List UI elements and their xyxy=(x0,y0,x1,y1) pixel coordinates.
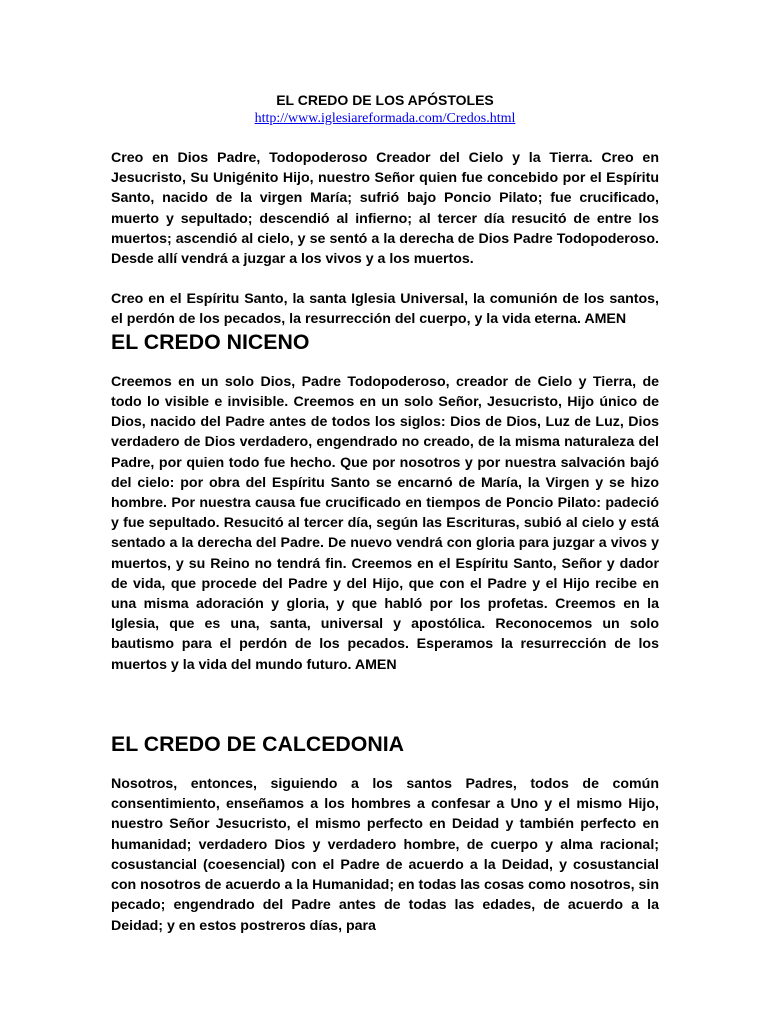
apostles-creed-paragraph-1: Creo en Dios Padre, Todopoderoso Creador del Cielo y la Tierra. Creo en Jesucristo, Su Unigénito Hijo, nuestro Señor quien fue concebido por el Espíritu Santo, nacido de la virgen María; sufrió bajo Poncio Pilato; fue crucificado, muerto y sepultado; descendió al infierno; al tercer día resucitó de entre los muertos; ascendió al cielo, y se sentó a la derecha de Dios Padre Todopoderoso. Desde allí vendrá a juzgar a los vivos y a los muertos. xyxy=(111,150,659,268)
document-page xyxy=(111,92,659,936)
source-link[interactable]: http://www.iglesiareformada.com/Credos.html xyxy=(254,111,516,126)
chalcedon-creed-paragraph: Nosotros, entonces, siguiendo a los santos Padres, todos de común consentimiento, enseñamos a los hombres a confesar a Uno y el mismo Hijo, nuestro Señor Jesucristo, el mismo perfecto en Deidad y también perfecto en humanidad; verdadero Dios y verdadero hombre, de cuerpo y alma racional; cosustancial (coesencial) con el Padre de acuerdo a la Deidad, y cosustancial con nosotros de acuerdo a la Humanidad; en todas las cosas como nosotros, sin pecado; engendrado del Padre antes de todas las edades, de acuerdo a la Deidad; y en estos postreros días, para xyxy=(111,776,659,934)
nicene-creed-paragraph: Creemos en un solo Dios, Padre Todopoderoso, creador de Cielo y Tierra, de todo lo visible e invisible. Creemos en un solo Señor, Jesucristo, Hijo único de Dios, nacido del Padre antes de todos los siglos: Dios de Dios, Luz de Luz, Dios verdadero de Dios verdadero, engendrado no creado, de la misma naturaleza del Padre, por quien todo fue hecho. Que por nosotros y por nuestra salvación bajó del cielo: por obra del Espíritu Santo se encarnó de María, la Virgen y se hizo hombre. Por nuestra causa fue crucificado en tiempos de Poncio Pilato: padeció y fue sepultado. Resucitó al tercer día, según las Escrituras, subió al cielo y está sentado a la derecha del Padre. De nuevo vendrá con gloria para juzgar a vivos y muertos, y su Reino no tendrá fin. Creemos en el Espíritu Santo, Señor y dador de vida, que procede del Padre y del Hijo, que con el Padre y el Hijo recibe en una misma adoración y gloria, y que habló por los profetas. Creemos en la Iglesia, que es una, santa, universal y apostólica. Reconocemos un solo bautismo para el perdón de los pecados. Esperamos la resurrección de los muertos y la vida del mundo futuro. AMEN xyxy=(111,373,659,673)
chalcedon-creed-heading: EL CREDO DE CALCEDONIA xyxy=(111,731,405,756)
apostles-creed-paragraph-2: Creo en el Espíritu Santo, la santa Iglesia Universal, la comunión de los santos, el perdón de los pecados, la resurrección del cuerpo, y la vida eterna. AMEN xyxy=(111,291,659,328)
document-title: EL CREDO DE LOS APÓSTOLES xyxy=(276,92,494,108)
nicene-creed-heading: EL CREDO NICENO xyxy=(111,329,310,354)
